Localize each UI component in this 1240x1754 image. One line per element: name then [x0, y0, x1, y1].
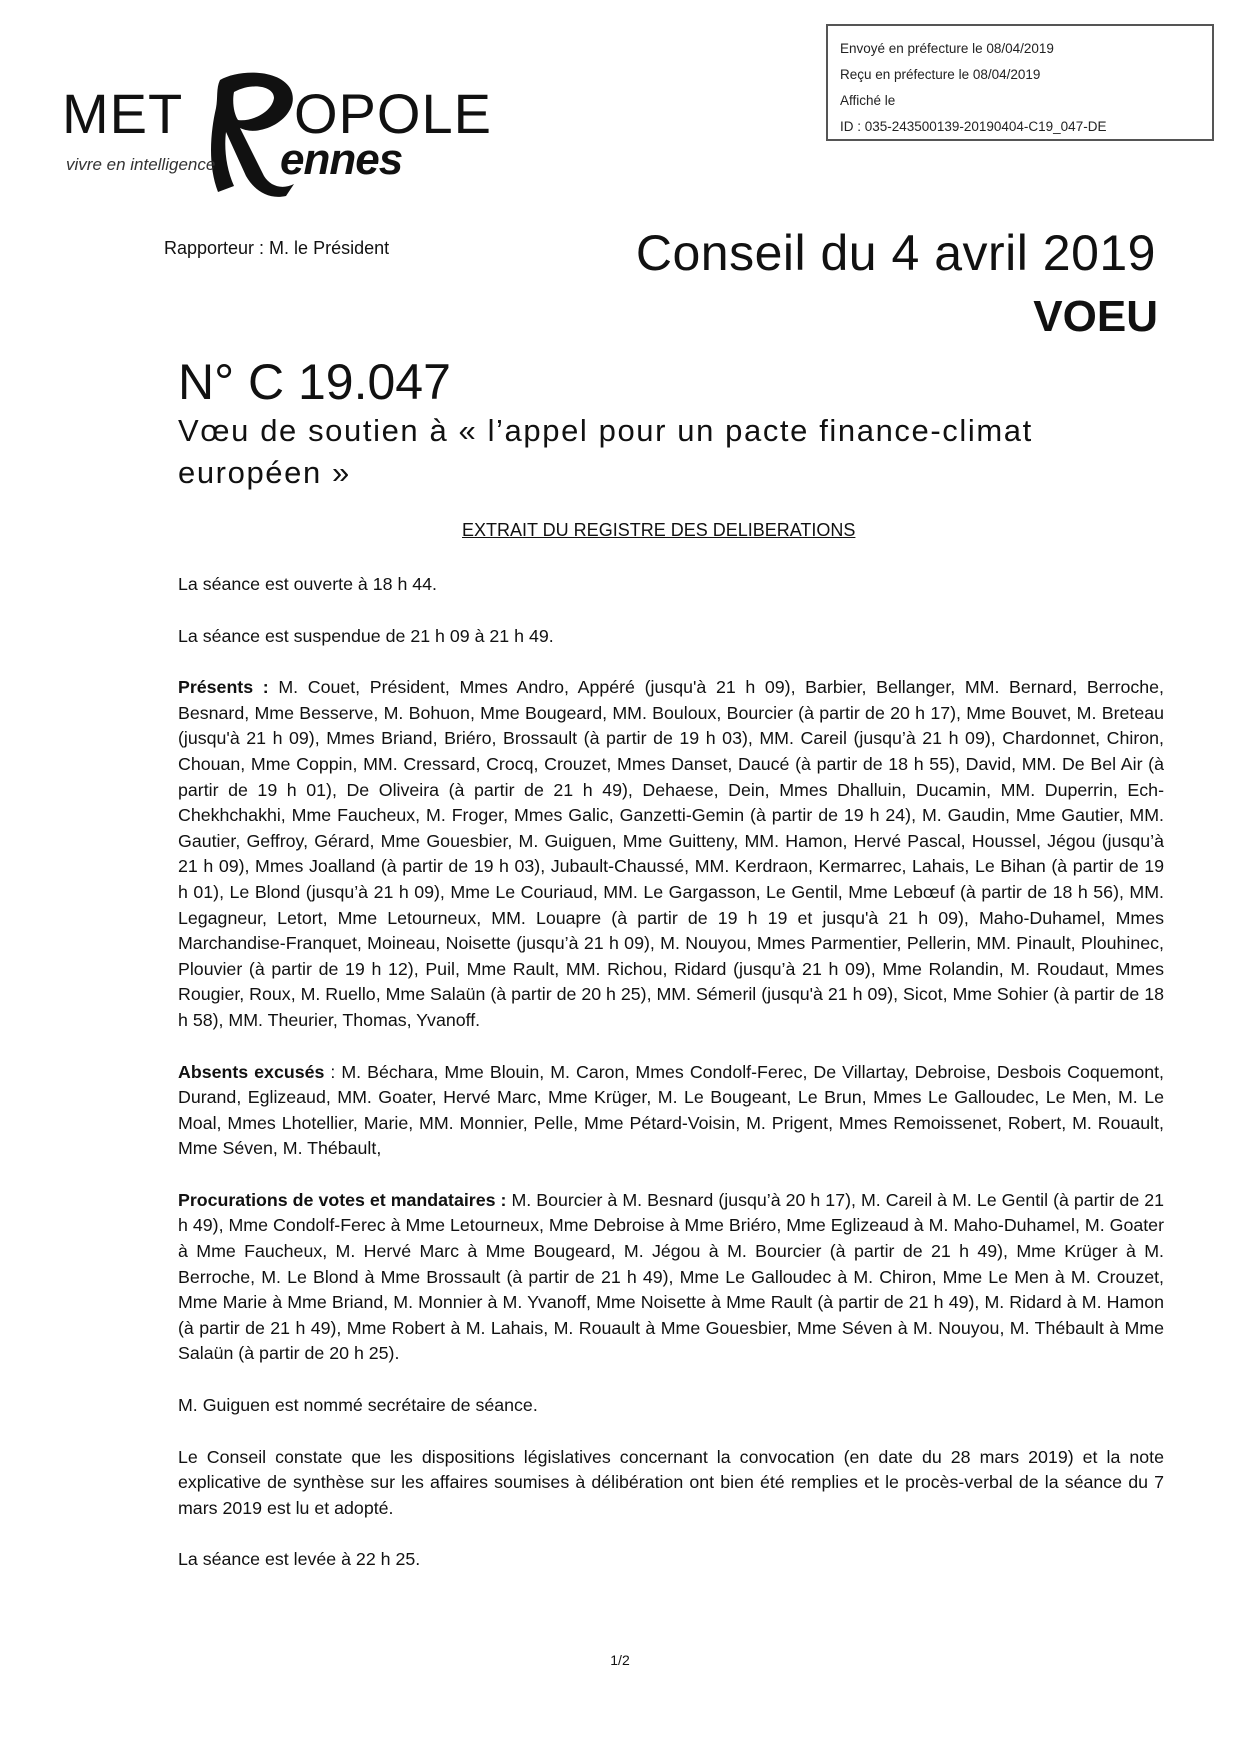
logo-met: MET — [62, 82, 184, 145]
deliberation-number: N° C 19.047 — [178, 354, 451, 410]
metropole-rennes-logo — [62, 68, 492, 198]
deliberation-subject: Vœu de soutien à « l’appel pour un pacte finance-climat européen » — [178, 413, 1033, 490]
absents-list: : M. Béchara, Mme Blouin, M. Caron, Mmes Condolf-Ferec, De Villartay, Debroise, Desbois Coquemont, Durand, Eglizeaud, MM. Goater, Hervé Marc, Mme Krüger, M. Le Bougeant, Le Brun, Mmes Le Galloudec, Le Men, M. Le Moal, Mmes Lhotellier, Marie, MM. Monnier, Pelle, Mme Pétard-Voisin, M. Prigent, Mmes Remoissenet, Robert, M. Rouault, Mme Séven, M. Thébault, — [178, 1061, 1164, 1159]
procurations-label: Procurations de votes et mandataires : — [178, 1189, 507, 1210]
logo-tagline: vivre en intelligence — [66, 155, 216, 174]
logo-opole: OPOLE — [294, 82, 492, 145]
document-type: VOEU — [1033, 292, 1158, 341]
presents-label: Présents : — [178, 677, 269, 698]
conseil-constat: Le Conseil constate que les dispositions législatives concernant la convocation (en date du 28 mars 2019) et la note explicative de synthèse sur les affaires soumises à délibération ont bien été remplies et le procès-verbal de la séance du 7 mars 2019 est lu et adopté. — [178, 1446, 1164, 1518]
page-number: 1/2 — [610, 1652, 630, 1668]
seance-levee: La séance est levée à 22 h 25. — [178, 1549, 421, 1570]
prefecture-stamp — [826, 24, 1214, 141]
secretaire-seance: M. Guiguen est nommé secrétaire de séance. — [178, 1395, 538, 1416]
stamp-id: ID : 035-243500139-20190404-C19_047-DE — [840, 119, 1107, 134]
extrait-heading: EXTRAIT DU REGISTRE DES DELIBERATIONS — [462, 520, 856, 540]
procurations-paragraph — [178, 1188, 1164, 1367]
conseil-date: Conseil du 4 avril 2019 — [635, 225, 1156, 281]
stamp-posted: Affiché le — [840, 93, 896, 108]
absents-label: Absents excusés — [178, 1061, 325, 1082]
presents-paragraph — [178, 675, 1164, 1033]
document-body — [178, 572, 1164, 1599]
procurations-list: M. Bourcier à M. Besnard (jusqu’à 20 h 17), M. Careil à M. Le Gentil (à partir de 21 h 49), Mme Condolf-Ferec à Mme Letourneux, Mme Debroise à Mme Briéro, Mme Eglizeaud à M. Maho-Duhamel, M. Goater à Mme Faucheux, M. Hervé Marc à Mme Bougeard, M. Jégou à M. Bourcier (à partir de 21 h 49), Mme Krüger à M. Berroche, M. Le Blond à Mme Brossault (à partir de 21 h 49), Mme Le Galloudec à M. Chiron, Mme Le Men à M. Crouzet, Mme Marie à Mme Briand, M. Monnier à M. Yvanoff, Mme Noisette à Mme Rault (à partir de 21 h 49), M. Ridard à M. Hamon (à partir de 21 h 49), Mme Robert à M. Lahais, M. Rouault à Mme Gouesbier, Mme Séven à M. Nouyou, M. Thébault à Mme Salaün (à partir de 20 h 25). — [178, 1189, 1164, 1364]
rapporteur: Rapporteur : M. le Président — [164, 238, 390, 258]
absents-paragraph — [178, 1060, 1164, 1162]
stamp-received: Reçu en préfecture le 08/04/2019 — [840, 67, 1041, 82]
logo-city: ennes — [280, 135, 403, 184]
stamp-sent: Envoyé en préfecture le 08/04/2019 — [840, 41, 1054, 56]
seance-ouverture: La séance est ouverte à 18 h 44. — [178, 574, 438, 594]
presents-list: M. Couet, Président, Mmes Andro, Appéré (jusqu'à 21 h 09), Barbier, Bellanger, MM. Bernard, Berroche, Besnard, Mme Besserve, M. Bohuon, Mme Bougeard, MM. Bouloux, Bourcier (à partir de 20 h 17), Mme Bouvet, M. Breteau (jusqu'à 21 h 09), Mmes Briand, Briéro, Brossault (à partir de 19 h 03), MM. Careil (jusqu’à 21 h 09), Chardonnet, Chiron, Chouan, Mme Coppin, MM. Cressard, Crocq, Crouzet, Mmes Danset, Daucé (à partir de 18 h 55), David, MM. De Bel Air (à partir de 19 h 01), De Oliveira (à partir de 21 h 49), Dehaese, Dein, Mmes Dhalluin, Ducamin, MM. Duperrin, Ech-Chekhchakhi, Mme Faucheux, M. Froger, Mmes Galic, Ganzetti-Gemin (à partir de 19 h 24), M. Gaudin, Mme Gautier, MM. Gautier, Geffroy, Gérard, Mme Gouesbier, M. Guiguen, Mme Guitteny, MM. Hamon, Hervé Pascal, Houssel, Jégou (jusqu’à 21 h 09), Mmes Joalland (à partir de 19 h 03), Jubault-Chaussé, MM. Kerdraon, Kermarrec, Lahais, Le Bihan (à partir de 19 h 01), Le Blond (jusqu’à 21 h 09), Mme Le Couriaud, MM. Le Gargasson, Le Gentil, Mme Lebœuf (à partir de 18 h 56), MM. Legagneur, Letort, Mme Letourneux, MM. Louapre (à partir de 19 h 19 et jusqu'à 21 h 09), Maho-Duhamel, Mmes Marchandise-Franquet, Moineau, Noisette (jusqu’à 21 h 09), M. Nouyou, Mmes Parmentier, Pellerin, MM. Pinault, Plouhinec, Plouvier (à partir de 19 h 12), Puil, Mme Rault, MM. Richou, Ridard (jusqu’à 21 h 09), Mme Rolandin, M. Roudaut, Mmes Rougier, Roux, M. Ruello, Mme Salaün (à partir de 20 h 25), MM. Sémeril (jusqu'à 21 h 09), Sicot, Mme Sohier (à partir de 18 h 58), MM. Theurier, Thomas, Yvanoff. — [178, 677, 1164, 1030]
seance-suspension: La séance est suspendue de 21 h 09 à 21 h 49. — [178, 625, 554, 646]
